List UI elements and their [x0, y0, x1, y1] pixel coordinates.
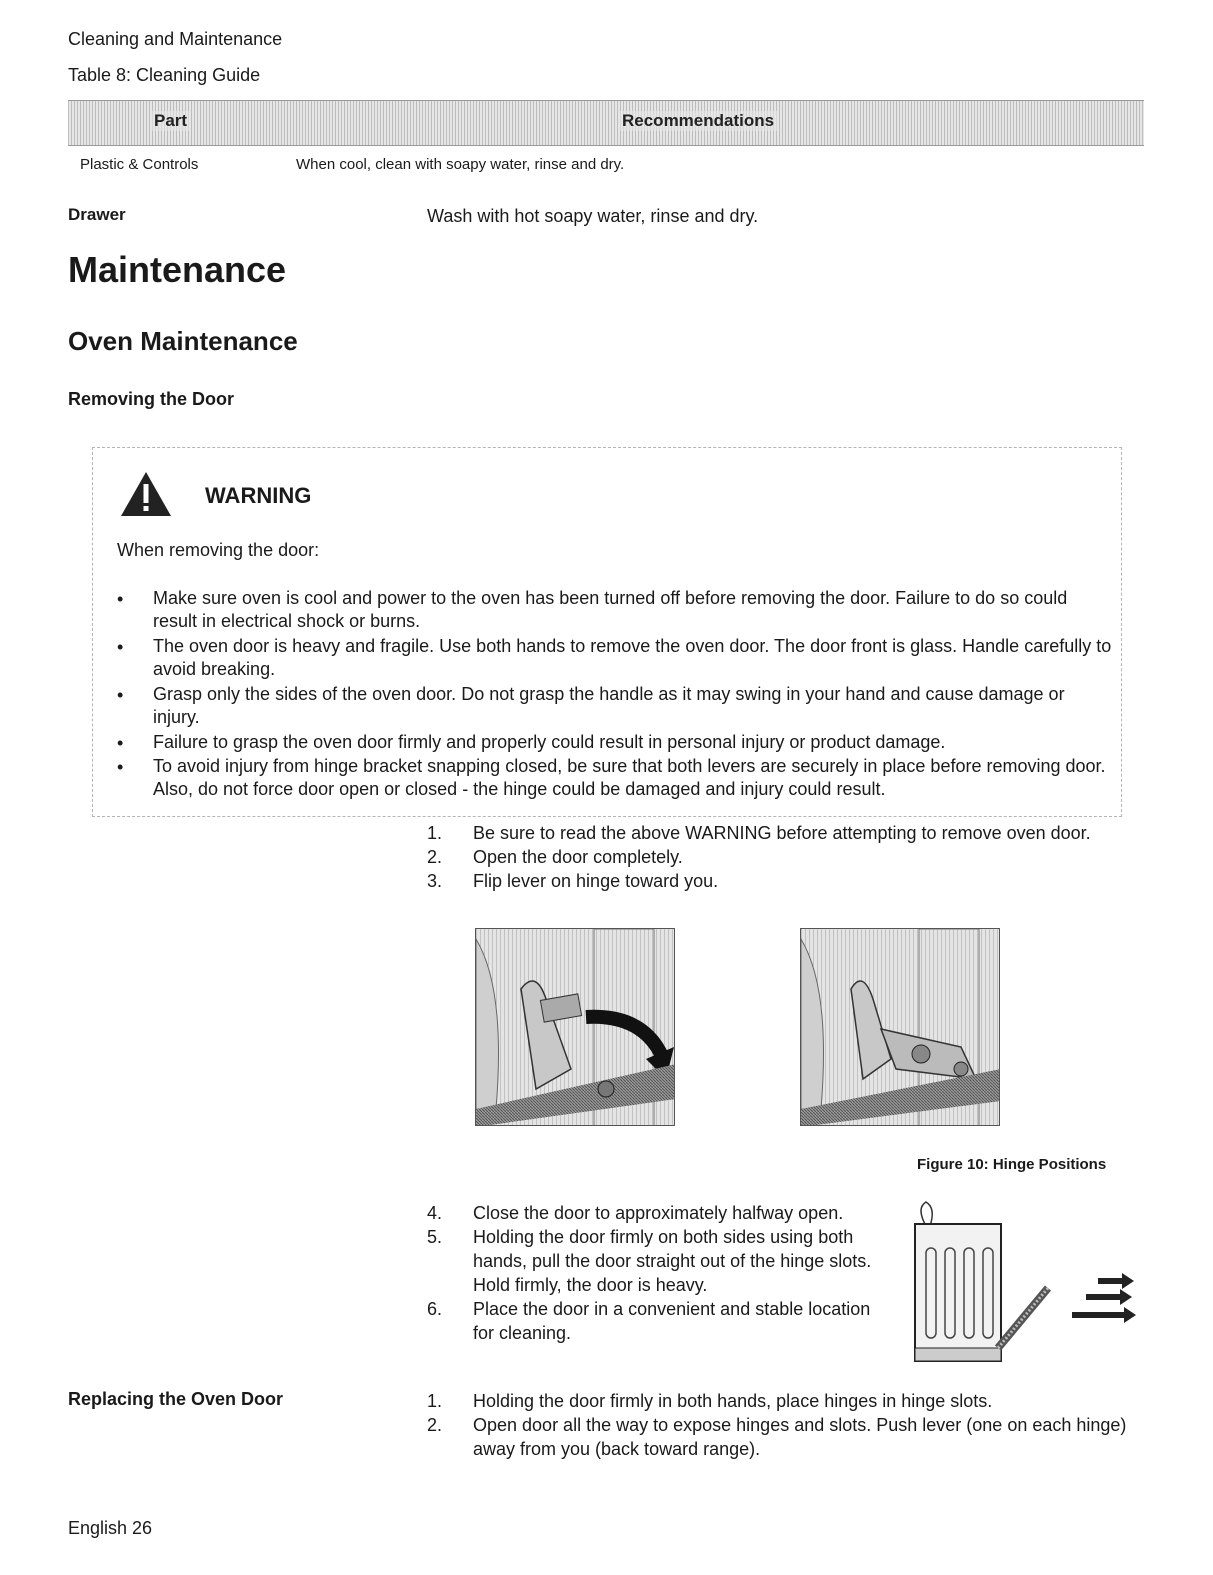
bullet-icon: •: [117, 685, 124, 705]
column-header-recommendations: Recommendations: [618, 111, 778, 131]
section-header: Cleaning and Maintenance: [68, 29, 283, 49]
column-header-part: Part: [150, 111, 191, 131]
page-number: English 26: [68, 1518, 153, 1538]
table-cell-recommendation: When cool, clean with soapy water, rinse and dry.: [296, 156, 625, 173]
bullet-icon: •: [117, 733, 124, 753]
warning-box: WARNING When removing the door: • Make sure oven is cool and power to the oven has been turned off before removing the door. Failure to do so could result in electrical shock or burns. • The oven door is heavy and fragile. Use both hands to remove the oven door. The door front is glass. Handle carefully to avoid breaking. • Grasp only the sides of the oven door. Do not grasp the handle as it may swing in your hand and cause damage or injury. • Failure to grasp the oven door firmly and properly could result in personal injury or product damage. • To avoid injury from hinge bracket snapping closed, be sure that both levers are securely in place before removing door. Also, do not force door open or closed - the hinge could be damaged and injury could result.: [92, 447, 1122, 817]
table-header: [68, 100, 1144, 146]
hinge-image-locked: [800, 928, 1000, 1126]
table-cell-part: Drawer: [68, 205, 126, 224]
subsection-title: Replacing the Oven Door: [68, 1389, 284, 1409]
section-title: Oven Maintenance: [68, 326, 298, 356]
bullet-icon: •: [117, 589, 124, 609]
bullet-icon: •: [117, 757, 124, 777]
door-removal-illustration: [912, 1198, 1142, 1366]
bullet-icon: •: [117, 637, 124, 657]
pull-direction-arrows-icon: [1062, 1270, 1142, 1330]
hinge-image-open: [475, 928, 675, 1126]
page-title: Maintenance: [68, 249, 287, 290]
warning-title: WARNING: [205, 483, 312, 508]
table-cell-recommendation: Wash with hot soapy water, rinse and dry.: [427, 206, 759, 226]
warning-intro: When removing the door:: [117, 540, 320, 560]
subsection-title: Removing the Door: [68, 389, 235, 409]
warning-triangle-icon: [119, 470, 173, 518]
table-cell-part: Plastic & Controls: [80, 156, 199, 173]
table-caption: Table 8: Cleaning Guide: [68, 65, 261, 85]
figure-caption: Figure 10: Hinge Positions: [917, 1156, 1107, 1173]
